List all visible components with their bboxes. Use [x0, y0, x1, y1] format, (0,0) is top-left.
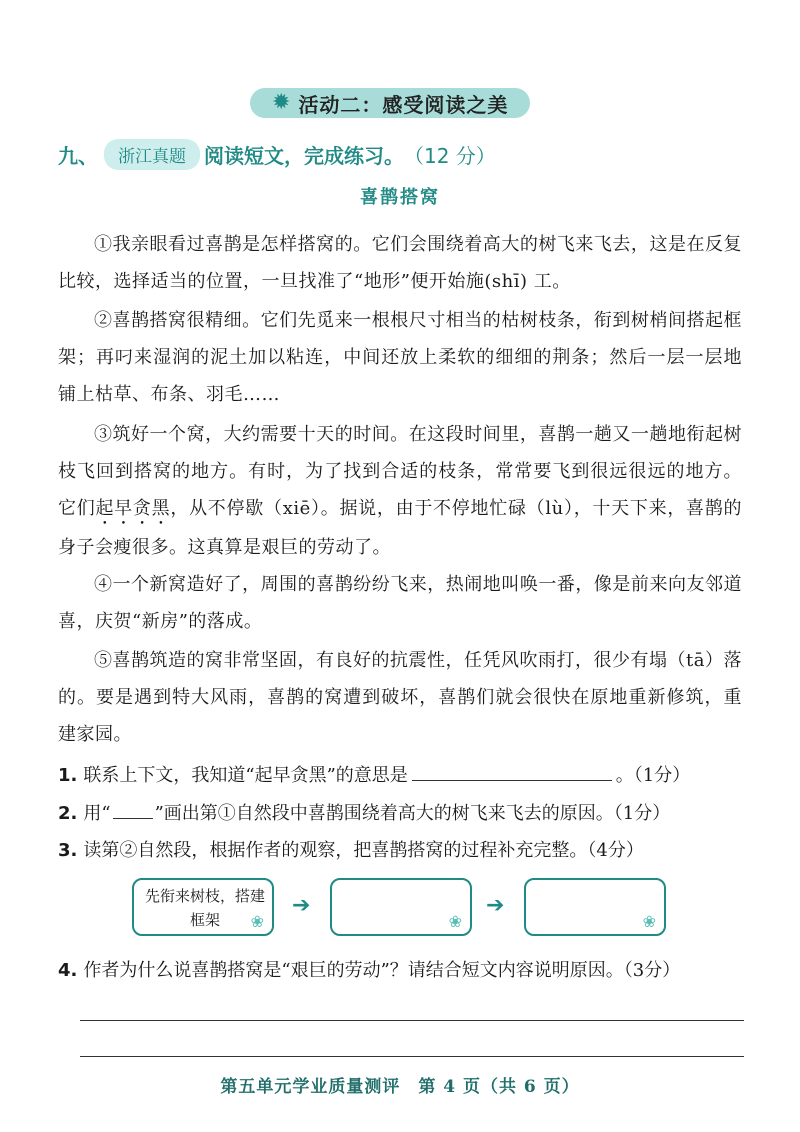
answer-line-2[interactable] — [80, 1056, 744, 1057]
flow-box-1-text: 先衔来树枝，搭建框架 — [144, 887, 265, 929]
question-4-text: 作者为什么说喜鹊搭窝是“艰巨的劳动”？请结合短文内容说明原因。（3分） — [83, 960, 681, 981]
question-1-number: 1. — [58, 765, 78, 786]
question-3 — [58, 836, 748, 866]
paragraph-4: ④一个新窝造好了，周围的喜鹊纷纷飞来，热闹地叫唤一番，像是前来向友邻道喜，庆贺“新房”的落成。 — [58, 574, 742, 632]
banner-title: 活动二：感受阅读之美 — [298, 92, 509, 117]
page-footer: 第五单元学业质量测评 第 4 页（共 6 页） — [220, 1077, 580, 1097]
right-arrow-icon: ➔ — [292, 893, 311, 918]
question-4 — [58, 956, 748, 986]
question-3-number: 3. — [58, 840, 78, 861]
activity-banner — [250, 88, 530, 118]
paragraph-3 — [58, 416, 742, 566]
question-3-text: 读第②自然段，根据作者的观察，把喜鹊搭窝的过程补充完整。（4分） — [83, 840, 644, 861]
right-arrow-icon: ➔ — [486, 893, 505, 918]
answer-line-1[interactable] — [80, 1020, 744, 1021]
paragraph-3-part-a: ③筑好一个窝，大约需要十天的时间。在这段时间里，喜鹊一趟又一趟地衔起树枝飞回到搭窝的地方。有时，为了找到合适的枝条，常常要飞到很远很远的地方。它们 — [58, 424, 742, 519]
underline-sample — [113, 798, 153, 819]
question-instruction: 阅读短文，完成练习。 — [204, 143, 404, 168]
question-number: 九、 — [58, 143, 98, 168]
passage-title: 喜鹊搭窝 — [360, 187, 440, 208]
flow-box-1 — [132, 878, 274, 936]
question-score: （12 分） — [404, 143, 496, 168]
question-2-text-pre: 用“ — [83, 803, 111, 824]
flow-box-2-answer[interactable] — [330, 878, 472, 936]
leaf-icon: ❀ — [642, 912, 656, 931]
leaf-icon: ❀ — [448, 912, 462, 931]
leaf-icon: ❀ — [250, 912, 264, 931]
answer-blank[interactable] — [412, 760, 612, 781]
flow-box-3-answer[interactable] — [524, 878, 666, 936]
question-1-score: 。（1分） — [615, 765, 691, 786]
paragraph-5: ⑤喜鹊筑造的窝非常坚固，有良好的抗震性，任凭风吹雨打，很少有塌（tā）落的。要是遇到特大风雨，喜鹊的窝遭到破坏，喜鹊们就会很快在原地重新修筑，重建家园。 — [58, 650, 742, 745]
paragraph-1: ①我亲眼看过喜鹊是怎样搭窝的。它们会围绕着高大的树飞来飞去，这是在反复比较，选择适当的位置，一旦找准了“地形”便开始施(shī) 工。 — [58, 234, 742, 292]
emphasized-phrase: 起早贪黑 — [95, 498, 171, 519]
paragraph-3-part-b: ，从不停歇（xiē）。据说，由于不停地忙碌（lù），十天下来，喜鹊的身子会瘦很多。这真算是艰巨的劳动了。 — [58, 498, 742, 558]
gear-star-icon: ✹ — [272, 90, 291, 115]
question-4-number: 4. — [58, 960, 78, 981]
source-tag: 浙江真题 — [104, 139, 200, 170]
question-1-text: 联系上下文，我知道“起早贪黑”的意思是 — [83, 765, 408, 786]
question-2-text-post: ”画出第①自然段中喜鹊围绕着高大的树飞来飞去的原因。（1分） — [154, 803, 671, 824]
question-heading — [58, 138, 496, 170]
question-2 — [58, 798, 748, 829]
question-2-number: 2. — [58, 803, 78, 824]
paragraph-2: ②喜鹊搭窝很精细。它们先觅来一根根尺寸相当的枯树枝条，衔到树梢间搭起框架；再叼来湿润的泥土加以粘连，中间还放上柔软的细细的荆条；然后一层一层地铺上枯草、布条、羽毛…… — [58, 310, 742, 405]
question-1 — [58, 760, 748, 791]
